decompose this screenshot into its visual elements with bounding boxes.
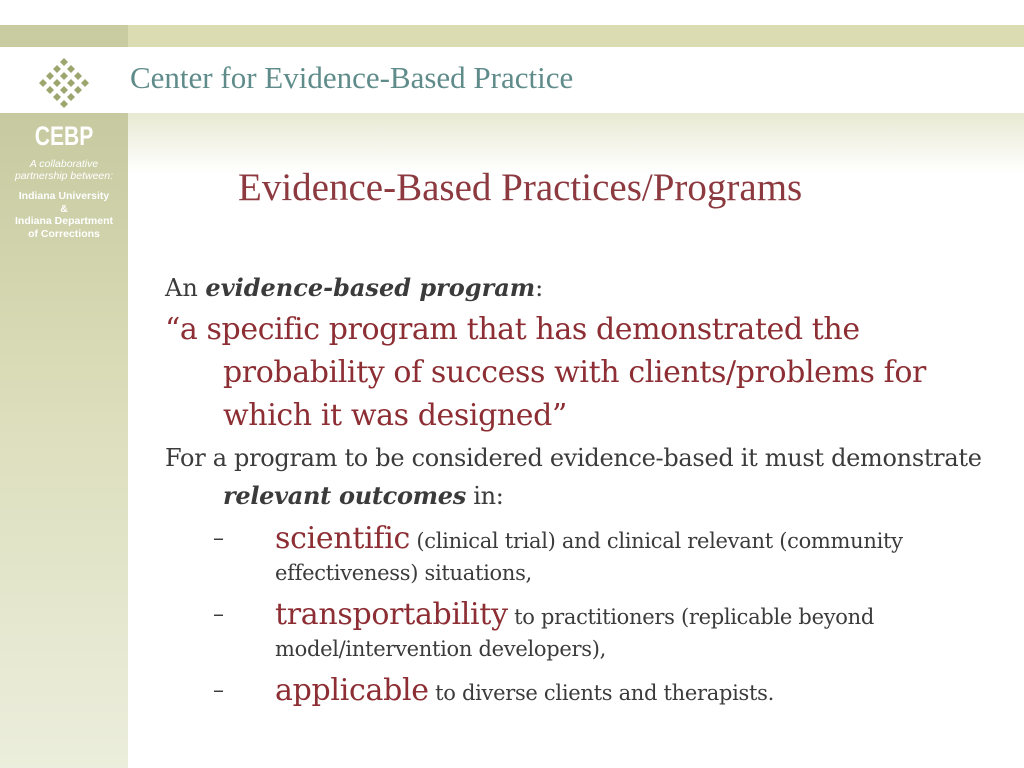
cebp-logo-text: CEBP (34, 121, 94, 151)
top-band (0, 25, 1024, 47)
intro-prefix: An (165, 274, 206, 302)
bullet-term: transportability (275, 597, 508, 632)
list-item (165, 675, 995, 709)
diamond-logo-icon (33, 56, 95, 110)
slide-body (165, 270, 995, 719)
list-item (165, 599, 995, 665)
intro-suffix: : (535, 274, 544, 302)
requirement-prefix: For a program to be considered evidence-based it must demonstrate (165, 444, 982, 472)
requirement-suffix: in: (465, 482, 504, 510)
collab-line-1: A collaborative (29, 158, 99, 170)
top-band-left (0, 25, 128, 47)
bullet-term: applicable (275, 673, 429, 708)
outcome-list (165, 523, 995, 709)
intro-line (165, 270, 995, 306)
partner-doc-line-1: Indiana Department (14, 215, 114, 227)
partner-ampersand: & (60, 202, 68, 215)
slide-title: Evidence-Based Practices/Programs (238, 166, 803, 209)
partner-indiana-university: Indiana University (18, 190, 110, 202)
list-item (165, 523, 995, 589)
header-fade (128, 113, 1024, 173)
bullet-dash: – (213, 602, 224, 627)
brand-title: Center for Evidence-Based Practice (130, 60, 574, 95)
requirement-term: relevant outcomes (223, 481, 466, 510)
collab-line-2: partnership between: (14, 170, 114, 182)
bullet-text: to diverse clients and therapists. (428, 681, 775, 705)
definition-quote: “a specific program that has demonstrated the probability of success with clients/problems for which it was designed” (165, 312, 926, 433)
bullet-dash: – (213, 526, 224, 551)
intro-term: evidence-based program (205, 273, 536, 302)
collaborative-text (0, 158, 128, 182)
partner-doc-line-2: of Corrections (28, 227, 100, 240)
bullet-text: (clinical trial) and clinical relevant (community effectiveness) situations, (275, 529, 903, 585)
bullet-text: to practitioners (replicable beyond model/intervention developers), (275, 605, 874, 661)
bullet-dash: – (213, 678, 224, 703)
requirement-line (165, 439, 995, 515)
bullet-term: scientific (275, 521, 411, 556)
partners-text (0, 190, 128, 240)
